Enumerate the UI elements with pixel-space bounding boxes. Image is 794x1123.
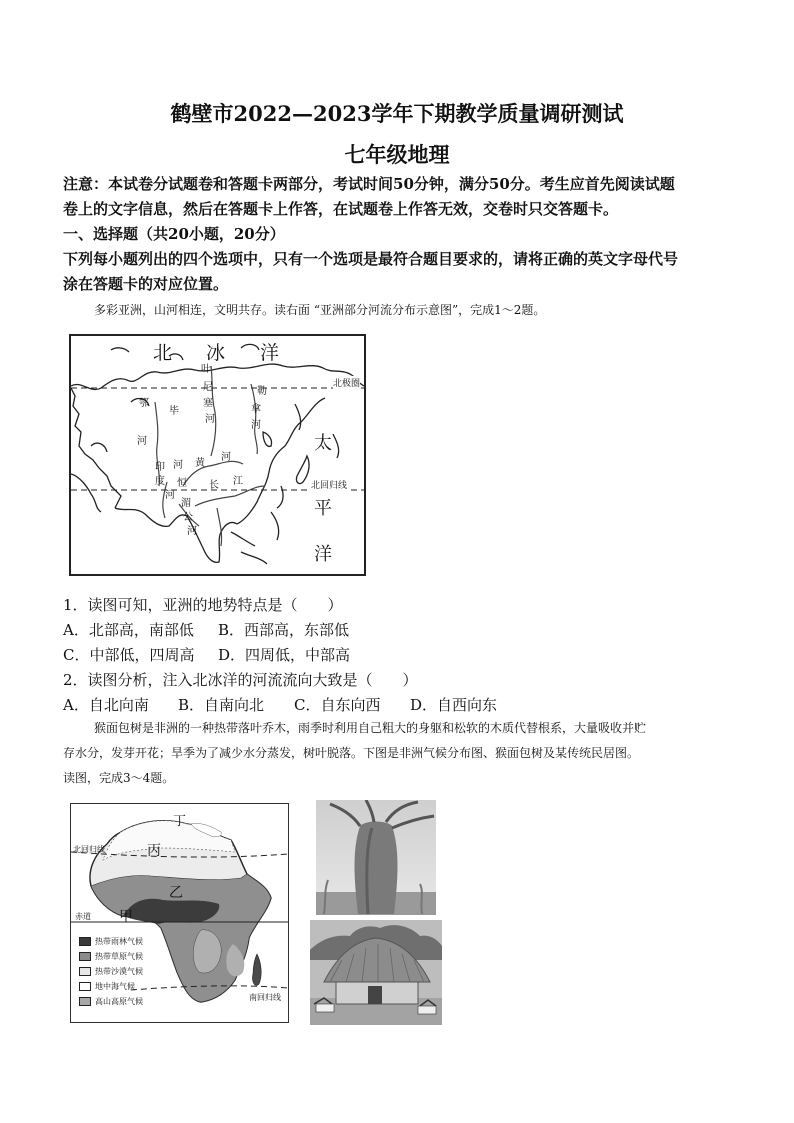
legend-swatch (79, 997, 91, 1006)
question-1-option-c: C．中部低，四周高 (63, 646, 195, 664)
question-2-option-c: C．自东向西 (294, 696, 381, 714)
africa-label-yi: 乙 (169, 885, 183, 901)
ocean-label-bing: 冰 (206, 342, 226, 364)
passage-asia: 多彩亚洲，山河相连，文明共存。读右面 “亚洲部分河流分布示意图”，完成1～2题。 (94, 303, 546, 317)
legend-item (79, 934, 143, 949)
river-char: 河 (137, 436, 147, 447)
river-char: 河 (205, 414, 215, 425)
river-char: 叶 (201, 364, 211, 375)
africa-tropic-n-label: 北回归线 (73, 845, 105, 854)
passage-baobab-3: 读图，完成3～4题。 (63, 771, 175, 785)
question-1-option-d: D．四周低，中部高 (218, 646, 351, 664)
ocean-label-yang: 洋 (260, 342, 280, 364)
river-char: 拿 (251, 404, 261, 415)
question-1-option-b: B．西部高，东部低 (218, 621, 350, 639)
river-char: 印 (155, 462, 165, 473)
legend-item (79, 994, 143, 1009)
pacific-label-tai: 太 (314, 433, 332, 454)
question-2-option-a: A．自北向南 (63, 696, 149, 714)
river-char: 勒 (257, 386, 267, 397)
africa-label-bing: 丙 (147, 843, 161, 859)
question-2-stem: 2．读图分析，注入北冰洋的河流流向大致是（ ） (63, 671, 418, 689)
river-char: 恒 (177, 478, 187, 489)
legend-swatch (79, 982, 91, 991)
baobab-illustration (316, 800, 436, 915)
hut-illustration (310, 920, 442, 1025)
question-1-stem: 1．读图可知，亚洲的地势特点是（ ） (63, 596, 343, 614)
asia-river-map (69, 334, 366, 576)
question-2-option-b: B．自南向北 (178, 696, 265, 714)
river-char: 湄 (181, 498, 191, 509)
passage-baobab-2: 存水分，发芽开花；旱季为了减少水分蒸发，树叶脱落。下图是非洲气候分布图、猴面包树及某传统民居图。 (63, 746, 640, 760)
legend-label: 热带雨林气候 (95, 937, 143, 946)
legend-swatch (79, 967, 91, 976)
africa-label-ding: 丁 (173, 814, 187, 829)
africa-climate-map (70, 803, 289, 1023)
river-char: 毕 (169, 406, 179, 417)
section-instruction-2: 涂在答题卡的对应位置。 (63, 275, 229, 293)
climate-legend (79, 934, 143, 1009)
arctic-circle-label: 北极圈 (333, 376, 360, 389)
legend-label: 高山高原气候 (95, 997, 143, 1006)
question-2-option-d: D．自西向东 (410, 696, 498, 714)
river-char: 河 (251, 420, 261, 431)
legend-item (79, 949, 143, 964)
legend-label: 热带草原气候 (95, 952, 143, 961)
river-char: 长 (209, 480, 219, 491)
section-instruction-1: 下列每小题列出的四个选项中，只有一个选项是最符合题目要求的，请将正确的英文字母代号 (63, 250, 679, 268)
legend-label: 地中海气候 (95, 982, 135, 991)
exam-subtitle: 七年级地理 (344, 142, 450, 167)
asia-map-drawing (71, 336, 364, 574)
tropic-label: 北回归线 (311, 478, 347, 491)
river-char: 度 (155, 476, 165, 487)
africa-label-jia: 甲 (119, 909, 133, 925)
river-char: 江 (233, 476, 243, 487)
legend-item (79, 979, 143, 994)
river-char: 河 (165, 490, 175, 501)
legend-label: 热带沙漠气候 (95, 967, 143, 976)
river-char: 河 (221, 452, 231, 463)
notice-line-2: 卷上的文字信息，然后在答题卡上作答，在试题卷上作答无效，交卷时只交答题卡。 (63, 200, 619, 218)
river-char: 尼 (203, 382, 213, 393)
ocean-label-bei: 北 (153, 342, 173, 364)
river-char: 河 (187, 526, 197, 537)
exam-title: 鹤壁市2022—2023学年下期教学质量调研测试 (170, 101, 624, 126)
africa-tropic-s-label: 南回归线 (249, 993, 281, 1002)
traditional-house-photo (310, 920, 442, 1025)
question-1-option-a: A．北部高，南部低 (63, 621, 194, 639)
river-char: 公 (183, 512, 193, 523)
passage-baobab-1: 猴面包树是非洲的一种热带落叶乔木，雨季时利用自己粗大的身躯和松软的木质代替根系，大量吸收并贮 (94, 721, 647, 735)
section-heading: 一、选择题（共20小题，20分） (63, 225, 285, 243)
africa-equator-label: 赤道 (75, 912, 91, 921)
baobab-tree-photo (316, 800, 436, 915)
river-char: 河 (173, 460, 183, 471)
notice-line-1: 注意：本试卷分试题卷和答题卡两部分，考试时间50分钟，满分50分。考生应首先阅读试题 (63, 175, 675, 193)
pacific-label-yang: 洋 (314, 544, 332, 565)
legend-item (79, 964, 143, 979)
river-char: 黄 (195, 458, 205, 469)
river-char: 塞 (203, 398, 213, 409)
legend-swatch (79, 937, 91, 946)
pacific-label-ping: 平 (314, 498, 332, 519)
legend-swatch (79, 952, 91, 961)
river-char: 鄂 (139, 398, 149, 409)
